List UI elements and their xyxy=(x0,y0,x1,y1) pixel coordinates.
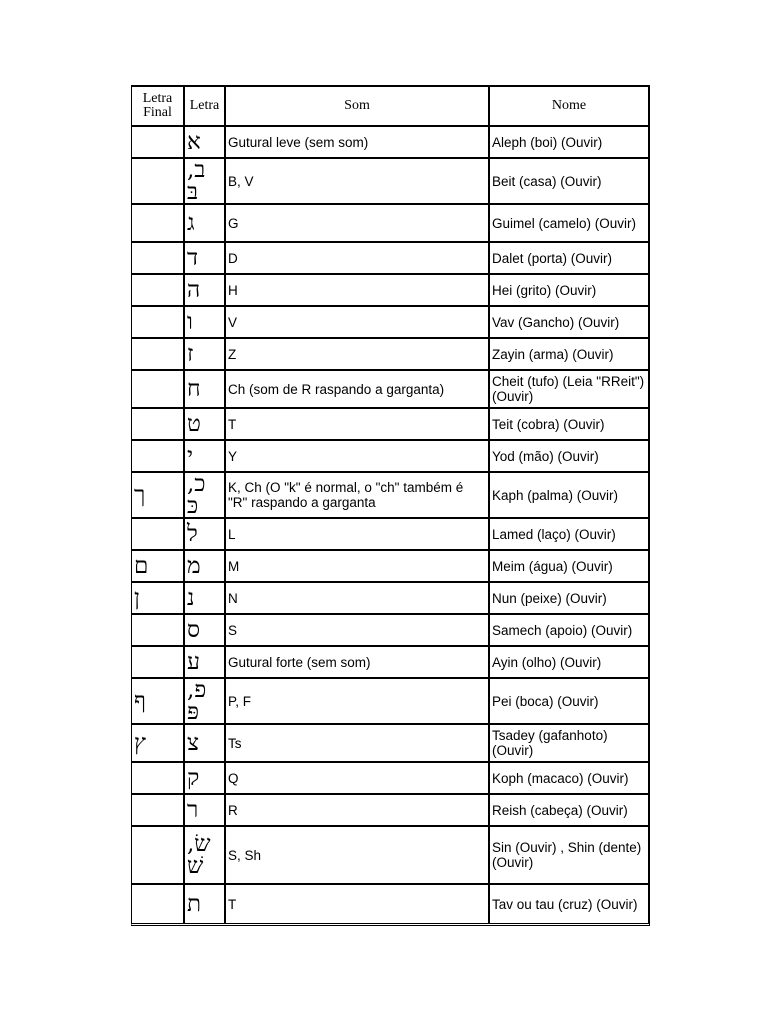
final-letter-cell xyxy=(132,441,185,473)
letter-cell: מ xyxy=(185,551,226,583)
table-row xyxy=(132,679,648,725)
name-cell: Kaph (palma) (Ouvir) xyxy=(490,473,648,519)
final-letter-cell xyxy=(132,243,185,275)
letter-cell: ת xyxy=(185,885,226,923)
name-cell: Pei (boca) (Ouvir) xyxy=(490,679,648,725)
hebrew-alphabet-table xyxy=(131,85,650,926)
letter-cell: שׂ, שׁ xyxy=(185,827,226,885)
header-letra: Letra xyxy=(185,87,226,127)
name-cell: Nun (peixe) (Ouvir) xyxy=(490,583,648,615)
sound-cell: P, F xyxy=(226,679,490,725)
sound-cell: D xyxy=(226,243,490,275)
letter-cell: ח xyxy=(185,371,226,409)
name-cell: Cheit (tufo) (Leia "RReit") (Ouvir) xyxy=(490,371,648,409)
letter-cell: ל xyxy=(185,519,226,551)
letter-cell: ז xyxy=(185,339,226,371)
table-row xyxy=(132,409,648,441)
letter-cell: ו xyxy=(185,307,226,339)
sound-cell: R xyxy=(226,795,490,827)
letter-cell: ע xyxy=(185,647,226,679)
table-row xyxy=(132,307,648,339)
name-cell: Guimel (camelo) (Ouvir) xyxy=(490,205,648,243)
sound-cell: B, V xyxy=(226,159,490,205)
final-letter-cell xyxy=(132,159,185,205)
table-header-row xyxy=(132,87,648,127)
name-cell: Koph (macaco) (Ouvir) xyxy=(490,763,648,795)
table-row xyxy=(132,827,648,885)
table-row xyxy=(132,583,648,615)
final-letter-cell: ך xyxy=(132,473,185,519)
name-cell: Teit (cobra) (Ouvir) xyxy=(490,409,648,441)
sound-cell: Gutural leve (sem som) xyxy=(226,127,490,159)
name-cell: Zayin (arma) (Ouvir) xyxy=(490,339,648,371)
letter-cell: ק xyxy=(185,763,226,795)
table-row xyxy=(132,441,648,473)
final-letter-cell xyxy=(132,795,185,827)
table-row xyxy=(132,205,648,243)
letter-cell: צ xyxy=(185,725,226,763)
final-letter-cell: ם xyxy=(132,551,185,583)
name-cell: Sin (Ouvir) , Shin (dente) (Ouvir) xyxy=(490,827,648,885)
name-cell: Ayin (olho) (Ouvir) xyxy=(490,647,648,679)
table-row xyxy=(132,159,648,205)
name-cell: Samech (apoio) (Ouvir) xyxy=(490,615,648,647)
header-nome: Nome xyxy=(490,87,648,127)
sound-cell: V xyxy=(226,307,490,339)
letter-cell: ט xyxy=(185,409,226,441)
table-body xyxy=(132,127,648,923)
sound-cell: L xyxy=(226,519,490,551)
table-row xyxy=(132,243,648,275)
table-row xyxy=(132,615,648,647)
name-cell: Lamed (laço) (Ouvir) xyxy=(490,519,648,551)
header-som: Som xyxy=(226,87,490,127)
table-row xyxy=(132,127,648,159)
sound-cell: M xyxy=(226,551,490,583)
sound-cell: S, Sh xyxy=(226,827,490,885)
name-cell: Yod (mão) (Ouvir) xyxy=(490,441,648,473)
final-letter-cell xyxy=(132,409,185,441)
name-cell: Reish (cabeça) (Ouvir) xyxy=(490,795,648,827)
sound-cell: S xyxy=(226,615,490,647)
sound-cell: Z xyxy=(226,339,490,371)
final-letter-cell xyxy=(132,339,185,371)
sound-cell: Ts xyxy=(226,725,490,763)
table-row xyxy=(132,725,648,763)
final-letter-cell xyxy=(132,647,185,679)
name-cell: Tav ou tau (cruz) (Ouvir) xyxy=(492,896,638,912)
final-letter-cell: ן xyxy=(132,583,185,615)
sound-cell: Q xyxy=(226,763,490,795)
final-letter-cell xyxy=(132,615,185,647)
table-row xyxy=(132,647,648,679)
final-letter-cell xyxy=(132,205,185,243)
letter-cell: א xyxy=(185,127,226,159)
final-letter-cell xyxy=(132,827,185,885)
final-letter-cell xyxy=(132,371,185,409)
table-row xyxy=(132,275,648,307)
sound-cell: T xyxy=(226,885,490,923)
table-row xyxy=(132,885,648,923)
final-letter-cell xyxy=(132,763,185,795)
name-cell: Hei (grito) (Ouvir) xyxy=(490,275,648,307)
letter-cell: כ, כּ xyxy=(185,473,226,519)
name-cell: Vav (Gancho) (Ouvir) xyxy=(490,307,648,339)
header-letra-final: Letra Final xyxy=(132,87,185,127)
final-letter-cell xyxy=(132,275,185,307)
sound-cell: G xyxy=(226,205,490,243)
letter-cell: ד xyxy=(185,243,226,275)
final-letter-cell: ץ xyxy=(132,725,185,763)
letter-cell: ה xyxy=(185,275,226,307)
final-letter-cell: ף xyxy=(132,679,185,725)
letter-cell: י xyxy=(185,441,226,473)
sound-cell: Y xyxy=(226,441,490,473)
sound-cell: T xyxy=(226,409,490,441)
name-cell: Aleph (boi) (Ouvir) xyxy=(490,127,648,159)
table-row xyxy=(132,339,648,371)
table-row xyxy=(132,519,648,551)
table-row xyxy=(132,763,648,795)
name-cell: Dalet (porta) (Ouvir) xyxy=(490,243,648,275)
table-row xyxy=(132,473,648,519)
sound-cell: Gutural forte (sem som) xyxy=(226,647,490,679)
letter-cell: נ xyxy=(185,583,226,615)
letter-cell: ג xyxy=(185,205,226,243)
name-cell: Tsadey (gafanhoto) (Ouvir) xyxy=(490,725,648,763)
sound-cell: N xyxy=(226,583,490,615)
sound-cell: Ch (som de R raspando a garganta) xyxy=(226,371,490,409)
letter-cell: ס xyxy=(185,615,226,647)
name-cell: Meim (água) (Ouvir) xyxy=(490,551,648,583)
table-row xyxy=(132,551,648,583)
table-row xyxy=(132,371,648,409)
final-letter-cell xyxy=(132,307,185,339)
letter-cell: פ, פּ xyxy=(185,679,226,725)
final-letter-cell xyxy=(132,519,185,551)
letter-cell: ב, בּ xyxy=(185,159,226,205)
sound-cell: K, Ch (O "k" é normal, o "ch" também é "R" raspando a garganta xyxy=(226,473,490,519)
letter-cell: ר xyxy=(185,795,226,827)
sound-cell: H xyxy=(226,275,490,307)
final-letter-cell xyxy=(132,885,185,923)
table-row xyxy=(132,795,648,827)
final-letter-cell xyxy=(132,127,185,159)
name-cell: Beit (casa) (Ouvir) xyxy=(490,159,648,205)
